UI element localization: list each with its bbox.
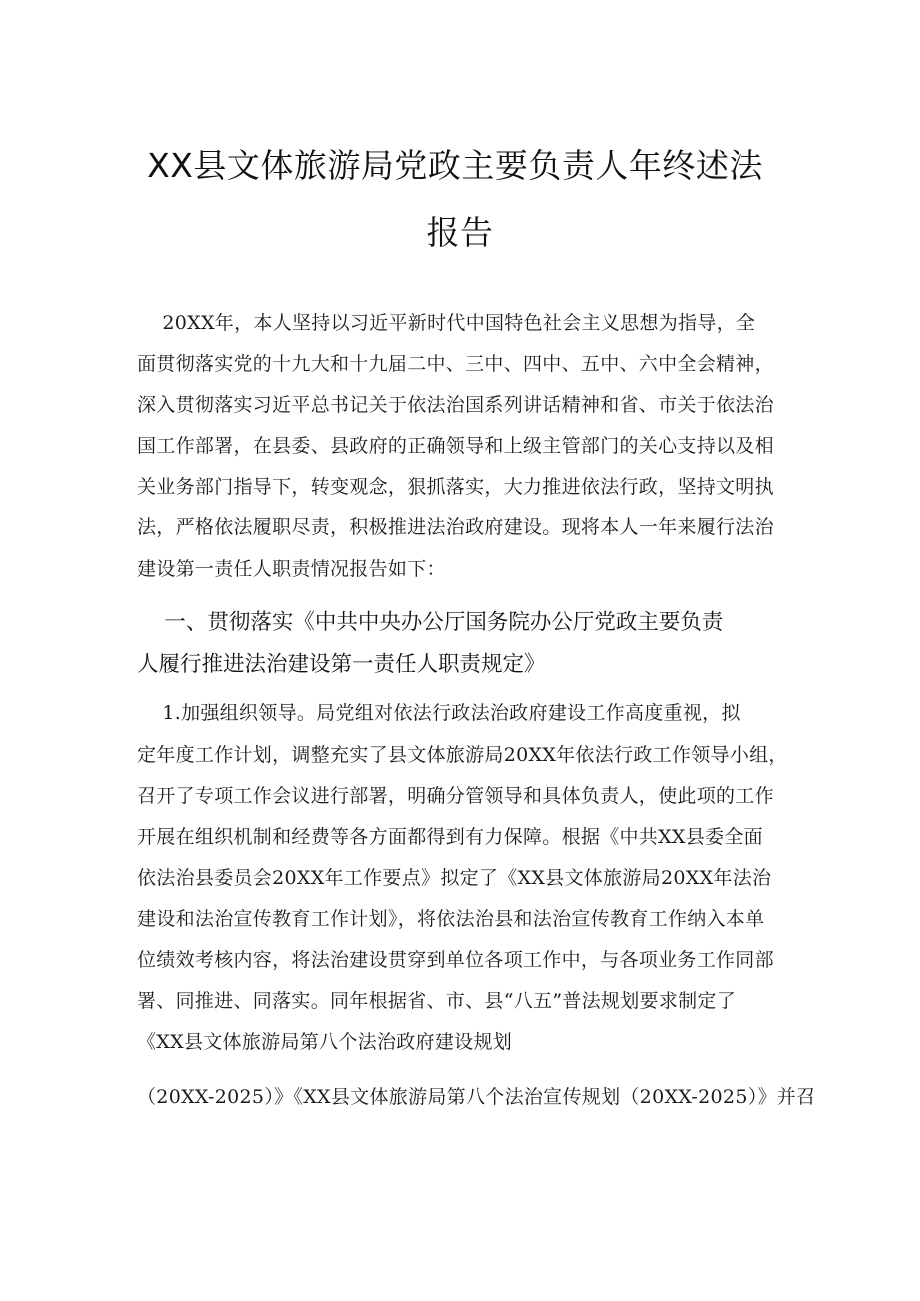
document-title-line-2: 报告 [426,213,494,252]
section-heading-line-1: 一、贯彻落实《中共中央办公厅国务院办公厅党政主要负责 [137,610,724,635]
document-title-line-1: XX县文体旅游局党政主要负责人年终述法 [147,146,763,185]
body-line-2: 定年度工作计划，调整充实了县文体旅游局20XX年依法行政工作领导小组， [137,744,788,766]
body-line-10: （20XX-2025）》《XX县文体旅游局第八个法治宣传规划（20XX-2025）》并召 [137,1086,816,1108]
intro-line-3: 深入贯彻落实习近平总书记关于依法治国系列讲话精神和省、市关于依法治 [137,394,774,416]
body-line-3: 召开了专项工作会议进行部署，明确分管领导和具体负责人，使此项的工作 [137,785,774,807]
body-line-7: 位绩效考核内容，将法治建设贯穿到单位各项工作中，与各项业务工作同部 [137,949,774,971]
body-line-9: 《XX县文体旅游局第八个法治政府建设规划 [137,1031,513,1053]
intro-line-4: 国工作部署，在县委、县政府的正确领导和上级主管部门的关心支持以及相 [137,435,774,457]
body-line-4: 开展在组织机制和经费等各方面都得到有力保障。根据《中共XX县委全面 [137,826,763,848]
intro-line-6: 法，严格依法履职尽责，积极推进法治政府建设。现将本人一年来履行法治 [137,516,774,538]
intro-line-5: 关业务部门指导下，转变观念，狠抓落实，大力推进依法行政，坚持文明执 [137,476,774,498]
intro-line-1: 20XX年，本人坚持以习近平新时代中国特色社会主义思想为指导，全 [137,312,756,334]
section-heading-line-2: 人履行推进法治建设第一责任人职责规定》 [137,652,546,677]
intro-line-7: 建设第一责任人职责情况报告如下： [137,558,446,580]
body-line-5: 依法治县委员会20XX年工作要点》拟定了《XX县文体旅游局20XX年法治 [137,867,772,889]
body-line-6: 建设和法治宣传教育工作计划》，将依法治县和法治宣传教育工作纳入本单 [137,908,765,930]
body-line-8: 署、同推进、同落实。同年根据省、市、县“八五”普法规划要求制定了 [137,990,737,1012]
intro-line-2: 面贯彻落实党的十九大和十九届二中、三中、四中、五中、六中全会精神， [137,353,774,375]
body-line-1: 1.加强组织领导。局党组对依法行政法治政府建设工作高度重视，拟 [137,702,741,724]
